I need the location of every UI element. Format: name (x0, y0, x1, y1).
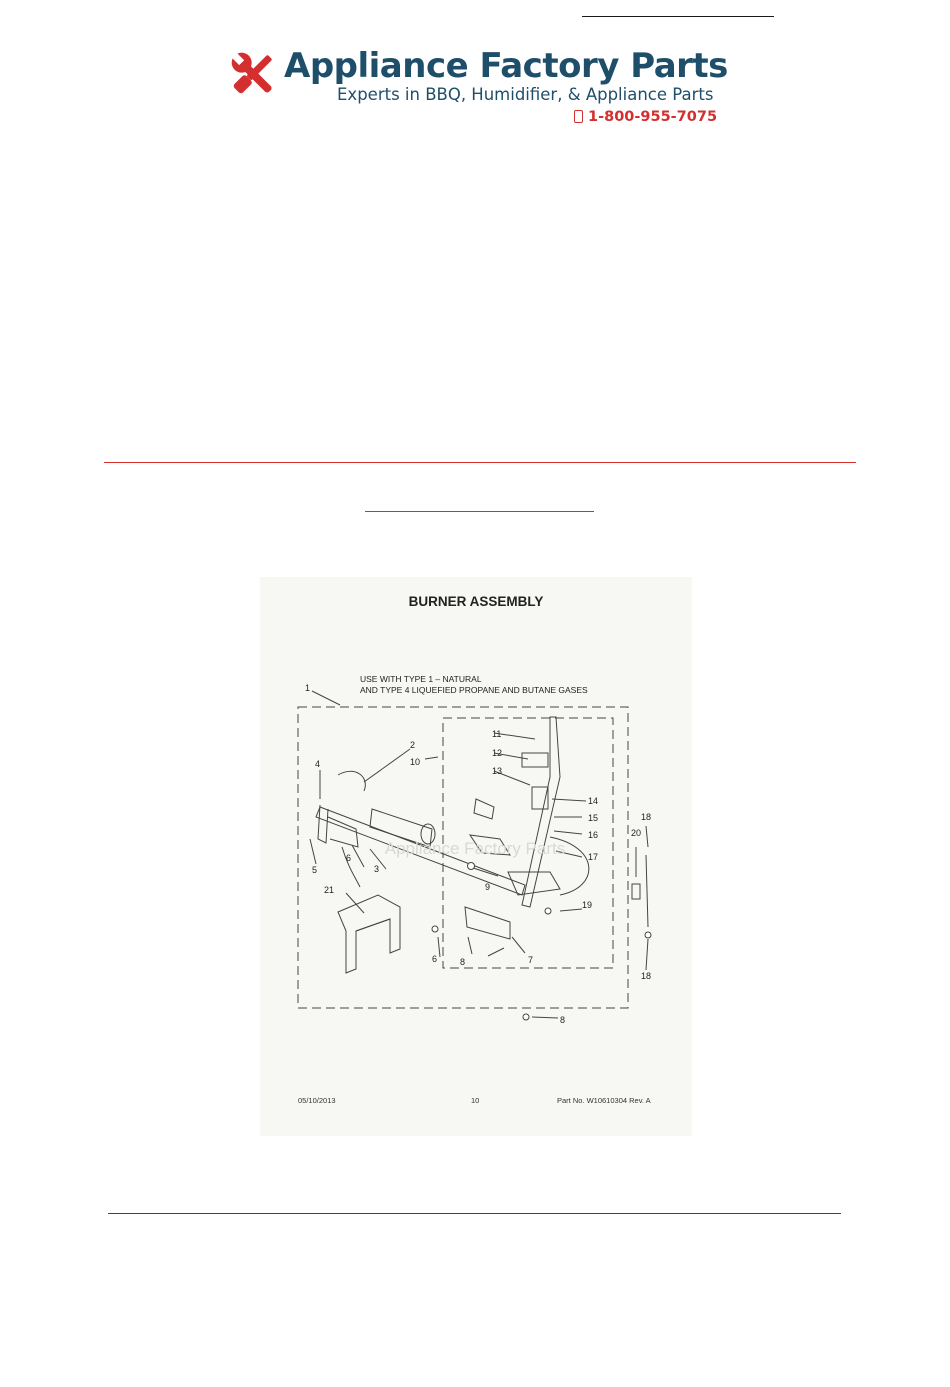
callout-3: 3 (374, 864, 380, 874)
callout-16: 16 (588, 830, 599, 840)
section-divider (104, 462, 856, 463)
diagram-watermark: Appliance Factory Parts (384, 839, 566, 858)
callout-5: 5 (312, 865, 318, 875)
callout-13: 13 (492, 766, 503, 776)
callout-8-bottom: 8 (560, 1015, 566, 1025)
phone-number-text: 1-800-955-7075 (588, 109, 718, 125)
footer-divider (108, 1213, 841, 1214)
callout-12: 12 (492, 748, 503, 758)
burner-assembly-drawing (260, 577, 692, 1136)
callout-15: 15 (588, 813, 599, 823)
brand-logo[interactable] (226, 44, 726, 130)
callout-2: 2 (410, 740, 416, 750)
callout-14: 14 (588, 796, 599, 806)
diagram-title: BURNER ASSEMBLY (408, 594, 544, 609)
parts-diagram (260, 577, 692, 1136)
callout-6: 6 (346, 853, 352, 863)
diagram-use-line: USE WITH TYPE 1 – NATURAL (360, 674, 482, 684)
mobile-phone-icon (574, 110, 583, 123)
diagram-part-number: Part No. W10610304 Rev. A (557, 1096, 651, 1105)
diagram-page-number: 10 (471, 1096, 480, 1105)
callout-18-top: 18 (641, 812, 652, 822)
callout-18-bottom: 18 (641, 971, 652, 981)
callout-10: 10 (410, 757, 421, 767)
diagram-type4-line: AND TYPE 4 LIQUEFIED PROPANE AND BUTANE GASES (360, 685, 588, 695)
brand-name: Appliance Factory Parts (284, 46, 728, 86)
phone-number[interactable] (588, 107, 717, 127)
top-rule (582, 16, 774, 17)
callout-4: 4 (315, 759, 321, 769)
callout-21: 21 (324, 885, 335, 895)
callout-20: 20 (631, 828, 642, 838)
callout-11: 11 (492, 729, 502, 739)
title-underline (365, 511, 594, 512)
callout-8-left: 8 (460, 957, 466, 967)
wrench-screwdriver-icon (226, 48, 280, 100)
callout-6-bottom: 6 (432, 954, 438, 964)
callout-9: 9 (485, 882, 491, 892)
callout-17: 17 (588, 852, 599, 862)
callout-1: 1 (305, 683, 311, 693)
callout-7: 7 (528, 955, 534, 965)
diagram-date: 05/10/2013 (298, 1096, 336, 1105)
brand-tagline: Experts in BBQ, Humidifier, & Appliance Parts (337, 85, 714, 104)
callout-19: 19 (582, 900, 593, 910)
